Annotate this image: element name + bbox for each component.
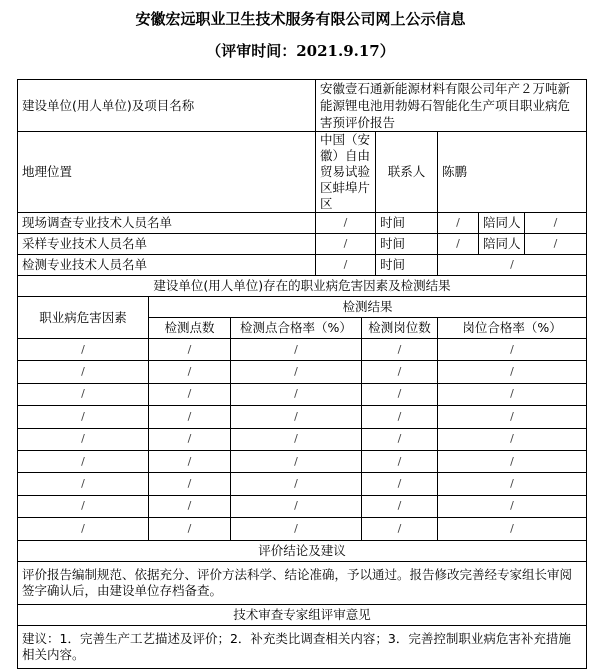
table-cell: / [231, 428, 362, 450]
table-cell: / [438, 450, 587, 472]
table-cell: / [149, 450, 231, 472]
table-cell: / [149, 473, 231, 495]
factor-header: 职业病危害因素 [18, 297, 149, 339]
testing-staff-value: / [316, 255, 376, 276]
table-cell: / [438, 406, 587, 428]
table-cell: / [362, 473, 438, 495]
table-cell: / [149, 428, 231, 450]
table-cell: / [18, 450, 149, 472]
survey-escort-value: / [525, 213, 587, 234]
location-value: 中国（安徽）自由贸易试验区蚌埠片区 [316, 132, 376, 213]
table-cell: / [362, 383, 438, 405]
table-cell: / [231, 383, 362, 405]
col-post-pass-rate: 岗位合格率（%） [438, 318, 587, 339]
table-cell: / [438, 339, 587, 361]
unit-value: 安徽壹石通新能源材料有限公司年产２万吨新能源锂电池用勃姆石智能化生产项目职业病危害预评价报告 [316, 80, 587, 132]
table-cell: / [362, 406, 438, 428]
table-cell: / [362, 450, 438, 472]
sampling-escort-value: / [525, 234, 587, 255]
table-cell: / [231, 495, 362, 517]
conclusion-title: 评价结论及建议 [18, 540, 587, 561]
col-point-pass-rate: 检测点合格率（%） [231, 318, 362, 339]
table-cell: / [149, 339, 231, 361]
contact-label: 联系人 [376, 132, 438, 213]
table-row [18, 383, 587, 405]
table-cell: / [18, 518, 149, 540]
table-cell: / [18, 383, 149, 405]
table-cell: / [362, 361, 438, 383]
disclosure-table [17, 79, 587, 669]
table-row [18, 495, 587, 517]
table-row [18, 473, 587, 495]
survey-time-value: / [438, 213, 479, 234]
sampling-time-label: 时间 [376, 234, 438, 255]
table-cell: / [231, 406, 362, 428]
table-cell: / [149, 406, 231, 428]
table-cell: / [231, 450, 362, 472]
results-header: 检测结果 [149, 297, 587, 318]
table-cell: / [18, 406, 149, 428]
table-cell: / [18, 428, 149, 450]
table-cell: / [18, 495, 149, 517]
hazards-section-title: 建设单位(用人单位)存在的职业病危害因素及检测结果 [18, 276, 587, 297]
contact-value: 陈鹏 [438, 132, 587, 213]
table-cell: / [362, 518, 438, 540]
testing-time-value: / [438, 255, 587, 276]
review-date: （评审时间：2021.9.17） [206, 42, 395, 60]
table-cell: / [438, 383, 587, 405]
table-cell: / [438, 428, 587, 450]
table-cell: / [149, 383, 231, 405]
table-cell: / [362, 495, 438, 517]
table-cell: / [149, 495, 231, 517]
table-cell: / [18, 339, 149, 361]
table-row [18, 361, 587, 383]
col-test-points: 检测点数 [149, 318, 231, 339]
table-row [18, 450, 587, 472]
table-cell: / [149, 518, 231, 540]
unit-label: 建设单位(用人单位)及项目名称 [18, 80, 316, 132]
table-cell: / [362, 339, 438, 361]
table-cell: / [438, 473, 587, 495]
table-cell: / [362, 428, 438, 450]
table-cell: / [231, 473, 362, 495]
table-cell: / [231, 518, 362, 540]
col-test-posts: 检测岗位数 [362, 318, 438, 339]
table-row [18, 518, 587, 540]
table-cell: / [149, 361, 231, 383]
table-cell: / [231, 361, 362, 383]
survey-staff-label: 现场调查专业技术人员名单 [18, 213, 316, 234]
sampling-escort-label: 陪同人 [479, 234, 525, 255]
table-cell: / [231, 339, 362, 361]
survey-escort-label: 陪同人 [479, 213, 525, 234]
table-cell: / [438, 495, 587, 517]
sampling-staff-value: / [316, 234, 376, 255]
testing-staff-label: 检测专业技术人员名单 [18, 255, 316, 276]
page-title: 安徽宏远职业卫生技术服务有限公司网上公示信息 [135, 10, 466, 28]
expert-opinion-text: 建议：1．完善生产工艺描述及评价；2．补充类比调查相关内容；3．完善控制职业病危害补充措施相关内容。 [18, 625, 587, 668]
location-label: 地理位置 [18, 132, 316, 213]
table-cell: / [438, 518, 587, 540]
testing-time-label: 时间 [376, 255, 438, 276]
table-cell: / [18, 361, 149, 383]
conclusion-text: 评价报告编制规范、依据充分、评价方法科学、结论准确，予以通过。报告修改完善经专家组长审阅签字确认后，由建设单位存档备查。 [18, 561, 587, 604]
table-row [18, 339, 587, 361]
sampling-staff-label: 采样专业技术人员名单 [18, 234, 316, 255]
table-cell: / [438, 361, 587, 383]
table-cell: / [18, 473, 149, 495]
table-row [18, 406, 587, 428]
survey-time-label: 时间 [376, 213, 438, 234]
sampling-time-value: / [438, 234, 479, 255]
expert-opinion-title: 技术审查专家组评审意见 [18, 604, 587, 625]
survey-staff-value: / [316, 213, 376, 234]
table-row [18, 428, 587, 450]
